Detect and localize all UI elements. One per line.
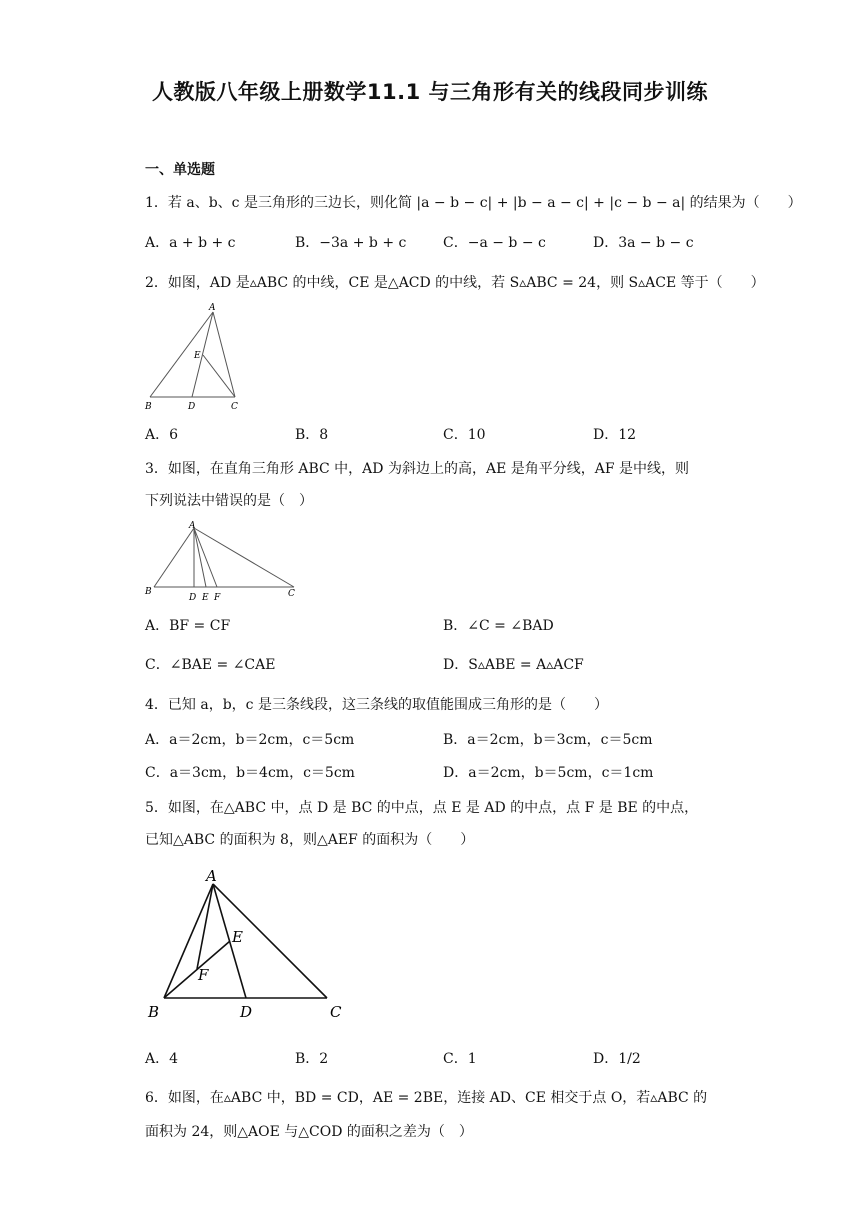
q2-label-d: D — [188, 402, 196, 412]
question-5-line-1: 5．如图，在△ABC 中，点 D 是 BC 的中点，点 E 是 AD 的中点，点 F 是 BE 的中点， — [145, 800, 699, 816]
q2-figure — [140, 300, 250, 415]
q2-label-b: B — [145, 402, 152, 412]
q5-option-b: B．2 — [295, 1051, 329, 1067]
q3-label-c: C — [288, 589, 295, 599]
q4-option-d: D．a＝2cm，b＝5cm，c＝1cm — [443, 765, 654, 781]
q4-option-b: B．a＝2cm，b＝3cm，c＝5cm — [443, 732, 653, 748]
q3-label-b: B — [145, 587, 152, 597]
q3-label-a: A — [189, 521, 196, 531]
q5-option-d: D．1/2 — [593, 1051, 641, 1067]
question-5-line-2: 已知△ABC 的面积为 8，则△AEF 的面积为（ ） — [145, 832, 475, 848]
q5-label-b: B — [148, 1003, 160, 1021]
q2-option-c: C．10 — [443, 427, 486, 443]
q2-label-c: C — [231, 402, 238, 412]
q3-label-e: E — [202, 593, 209, 603]
q1-option-d: D．3a − b − c — [593, 235, 694, 251]
q5-option-c: C．1 — [443, 1051, 477, 1067]
q1-option-b: B．−3a + b + c — [295, 235, 407, 251]
q3-option-a: A．BF = CF — [145, 618, 231, 634]
question-4-text: 4．已知 a，b，c 是三条线段，这三条线的取值能围成三角形的是（ ） — [145, 697, 608, 713]
question-1-text: 1．若 a、b、c 是三角形的三边长，则化简 |a − b − c| + |b − a − c| + |c − b − a| 的结果为（ ） — [145, 195, 802, 211]
q3-figure — [140, 518, 305, 606]
page-title: 人教版八年级上册数学11.1 与三角形有关的线段同步训练 — [151, 80, 709, 104]
q2-label-e: E — [194, 351, 201, 361]
question-2-text: 2．如图，AD 是▵ABC 的中线，CE 是△ACD 的中线，若 S▵ABC = 24，则 S▵ACE 等于（ ） — [145, 275, 765, 291]
q3-option-b: B．∠C = ∠BAD — [443, 618, 554, 634]
q5-label-e: E — [232, 928, 243, 946]
q4-option-a: A．a＝2cm，b＝2cm，c＝5cm — [145, 732, 355, 748]
question-3-line-1: 3．如图，在直角三角形 ABC 中，AD 为斜边上的高，AE 是角平分线，AF 是中线，则 — [145, 461, 690, 477]
q2-option-b: B．8 — [295, 427, 329, 443]
q5-label-c: C — [330, 1003, 342, 1021]
q5-label-f: F — [198, 966, 209, 984]
q2-label-a: A — [209, 303, 216, 313]
q3-option-d: D．S▵ABE = A▵ACF — [443, 657, 584, 673]
q5-label-a: A — [206, 867, 217, 885]
question-6-line-1: 6．如图，在▵ABC 中，BD = CD，AE = 2BE，连接 AD、CE 相交于点 O，若▵ABC 的 — [145, 1090, 708, 1106]
section-heading: 一、单选题 — [145, 162, 215, 178]
q3-option-c: C．∠BAE = ∠CAE — [145, 657, 276, 673]
q3-label-f: F — [214, 593, 221, 603]
q1-option-a: A．a + b + c — [145, 235, 236, 251]
question-6-line-2: 面积为 24，则△AOE 与△COD 的面积之差为（ ） — [145, 1124, 473, 1140]
q4-option-c: C．a＝3cm，b＝4cm，c＝5cm — [145, 765, 355, 781]
question-3-line-2: 下列说法中错误的是（ ） — [145, 493, 313, 509]
q5-option-a: A．4 — [145, 1051, 179, 1067]
q2-option-a: A．6 — [145, 427, 179, 443]
q1-option-c: C．−a − b − c — [443, 235, 546, 251]
q3-label-d: D — [189, 593, 197, 603]
q5-label-d: D — [240, 1003, 253, 1021]
q2-option-d: D．12 — [593, 427, 637, 443]
q5-figure — [140, 862, 355, 1027]
